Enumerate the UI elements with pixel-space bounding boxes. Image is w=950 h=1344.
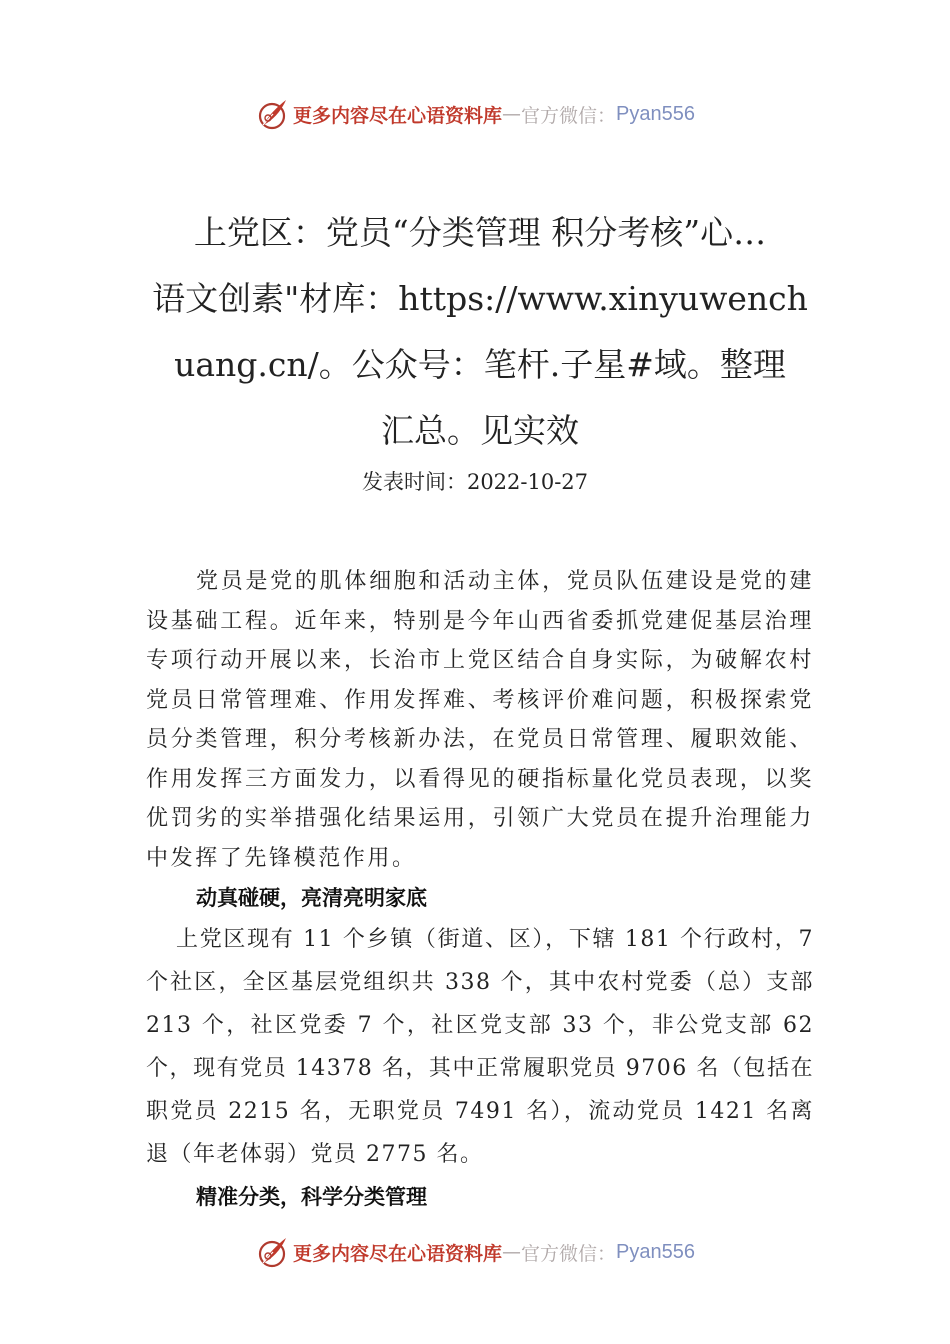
- watermark-dash: —: [502, 103, 522, 125]
- watermark-wechat-label: 官方微信：: [521, 104, 617, 127]
- title-line-3: uang.cn/。公众号：笔杆.子星#域。整理: [174, 345, 786, 384]
- article-body: [146, 562, 814, 1217]
- watermark-library-text: 更多内容尽在心语资料库: [293, 1242, 503, 1265]
- intro-paragraph: 党员是党的肌体细胞和活动主体，党员队伍建设是党的建设基础工程。近年来，特别是今年山西省委抓党建促基层治理专项行动开展以来，长治市上党区结合自身实际，为破解农村党员日常管理难、作用发挥难、考核评价难问题，积极探索党员分类管理，积分考核新办法，在党员日常管理、履职效能、作用发挥三方面发力，以看得见的硬指标量化党员表现，以奖优罚劣的实举措强化结果运用，引领广大党员在提升治理能力中发挥了先锋模范作用。: [146, 569, 814, 871]
- quill-pen-logo-icon: [255, 97, 289, 131]
- watermark-banner-bottom: [0, 1232, 950, 1272]
- article-title: [150, 200, 810, 464]
- watermark-content: [255, 1235, 695, 1269]
- quill-pen-logo-icon: [255, 1235, 289, 1269]
- watermark-wechat-id: Pyan556: [616, 102, 695, 125]
- watermark-wechat-label: 官方微信：: [521, 1242, 617, 1265]
- section-heading-1: 动真碰硬，亮清亮明家底: [196, 886, 427, 910]
- watermark-dash: —: [502, 1241, 522, 1263]
- watermark-library-text: 更多内容尽在心语资料库: [293, 104, 503, 127]
- watermark-banner-top: [0, 94, 950, 134]
- title-line-1: 上党区：党员“分类管理 积分考核”心…: [193, 213, 767, 252]
- statistics-paragraph: 上党区现有 11 个乡镇（街道、区），下辖 181 个行政村，7 个社区，全区基层党组织共 338 个，其中农村党委（总）支部 213 个，社区党委 7 个，社区党支部 33 个，非公党支部 62 个，现有党员 14378 名，其中正常履职党员 9706 名（包括在职党员 2215 名，无职党员 7491 名），流动党员 1421 名离退（年老体弱）党员 2775 名。: [146, 927, 814, 1167]
- publish-date: 发表时间：2022-10-27: [361, 470, 589, 494]
- title-line-2: 语文创素"材库：https://www.xinyuwench: [152, 279, 808, 318]
- title-line-4: 汇总。见实效: [381, 411, 579, 450]
- watermark-wechat-id: Pyan556: [616, 1240, 695, 1263]
- section-heading-2: 精准分类，科学分类管理: [196, 1185, 427, 1209]
- watermark-content: [255, 97, 695, 131]
